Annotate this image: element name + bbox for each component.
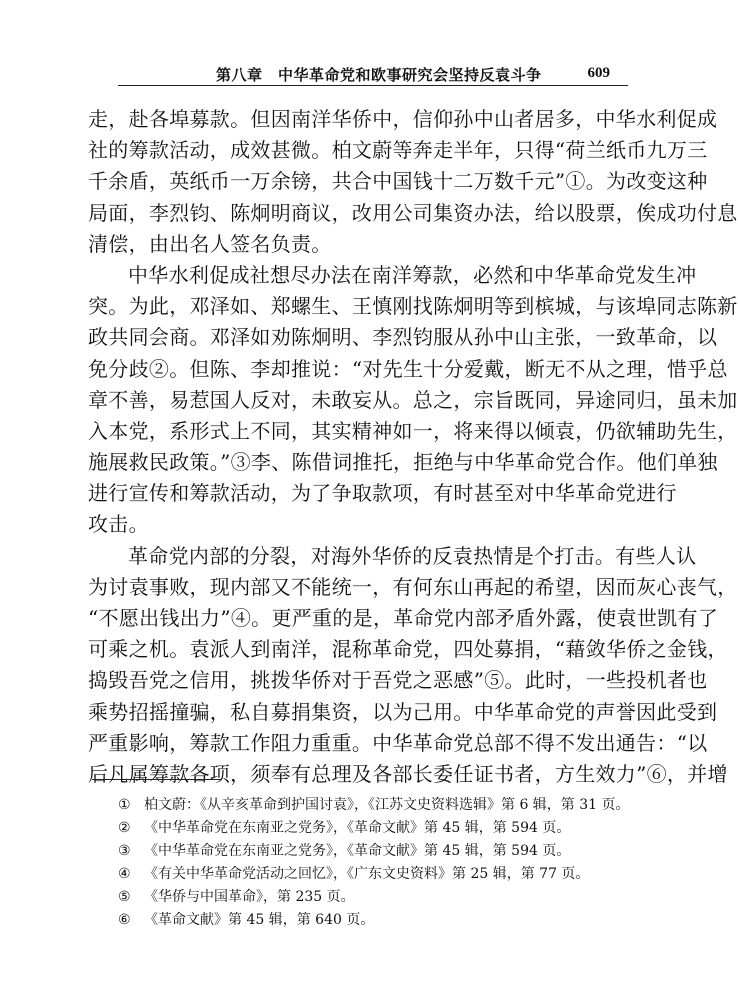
text-line: 革命党内部的分裂，对海外华侨的反袁热情是个打击。有些人认 (128, 543, 697, 568)
text-line: 后凡属筹款各项，须奉有总理及各部长委任证书者，方生效力”⑥，并增 (88, 761, 728, 786)
header-rule (118, 85, 628, 86)
paragraph-1 (88, 104, 738, 260)
text-line: 为讨袁事败，现内部又不能统一，有何东山再起的希望，因而灰心丧气， (88, 574, 738, 599)
footnote-2 (118, 817, 628, 840)
footnote-4 (118, 863, 628, 886)
text-line: “不愿出钱出力”④。更严重的是，革命党内部矛盾外露，使袁世凯有了 (88, 606, 719, 630)
text-line: 清偿，由出名人签名负责。 (88, 231, 332, 256)
footnote-6 (118, 909, 628, 932)
text-line: 千余盾，英纸币一万余镑，共合中国钱十二万数千元”①。为改变这种 (88, 169, 708, 194)
footnote-3 (118, 840, 628, 863)
footnote-rule (92, 779, 222, 780)
footnote-mark: ④ (118, 866, 131, 882)
text-line: 政共同会商。邓泽如劝陈炯明、李烈钧服从孙中山主张，一致革命，以 (88, 325, 718, 350)
text-line: 突。为此，邓泽如、郑螺生、王慎刚找陈炯明等到槟城，与该埠同志陈新 (88, 294, 738, 319)
text-line: 社的筹款活动，成效甚微。柏文蔚等奔走半年，只得“荷兰纸币九万三 (88, 138, 708, 163)
page-number: 609 (587, 65, 610, 81)
text-line: 可乘之机。袁派人到南洋，混称革命党，四处募捐，“藉敛华侨之金钱， (88, 637, 728, 662)
text-line: 走，赴各埠募款。但因南洋华侨中，信仰孙中山者居多，中华水利促成 (88, 107, 718, 131)
text-line: 乘势招摇撞骗，私自募捐集资，以为己用。中华革命党的声誉因此受到 (88, 699, 718, 724)
footnote-text: 柏文蔚：《从辛亥革命到护国讨袁》，《江苏文史资料选辑》第 6 辑，第 31 页。 (144, 797, 630, 813)
running-head (118, 60, 628, 86)
footnote-text: 《中华革命党在东南亚之党务》，《革命文献》第 45 辑，第 594 页。 (144, 843, 571, 859)
text-line: 局面，李烈钧、陈炯明商议，改用公司集资办法，给以股票，俟成功付息 (88, 200, 738, 225)
footnote-text: 《革命文献》第 45 辑，第 640 页。 (144, 912, 375, 928)
footnote-text: 《华侨与中国革命》，第 235 页。 (144, 889, 355, 905)
text-line: 施展救民政策。”③李、陈借词推托，拒绝与中华革命党合作。他们单独 (88, 450, 718, 475)
text-line: 严重影响，筹款工作阻力重重。中华革命党总部不得不发出通告：“以 (88, 730, 708, 755)
text-line: 入本党，系形式上不同，其实精神如一，将来得以倾袁，仍欲辅助先生， (88, 418, 738, 443)
text-line: 攻击。 (88, 512, 149, 537)
footnote-text: 《有关中华革命党活动之回忆》，《广东文史资料》第 25 辑，第 77 页。 (144, 866, 590, 882)
footnote-mark: ⑤ (118, 889, 131, 905)
paragraph-2 (88, 260, 738, 541)
footnote-mark: ① (118, 797, 131, 813)
chapter-title: 第八章 中华革命党和欧事研究会坚持反袁斗争 (216, 66, 542, 84)
footnote-1 (118, 794, 628, 817)
text-line: 免分歧②。但陈、李却推说：“对先生十分爱戴，断无不从之理，惜乎总 (88, 356, 728, 381)
footnote-5 (118, 886, 628, 909)
footnote-mark: ② (118, 820, 131, 836)
footnotes (118, 794, 628, 932)
text-line: 章不善，易惹国人反对，未敢妄从。总之，宗旨既同，异途同归，虽未加 (88, 387, 738, 412)
paragraph-3 (88, 541, 738, 791)
body-text (88, 104, 738, 790)
footnote-mark: ③ (118, 843, 131, 859)
text-line: 中华水利促成社想尽办法在南洋筹款，必然和中华革命党发生冲 (128, 262, 697, 287)
text-line: 进行宣传和筹款活动，为了争取款项，有时甚至对中华革命党进行 (88, 481, 677, 506)
footnote-mark: ⑥ (118, 912, 131, 928)
text-line: 捣毁吾党之信用，挑拨华侨对于吾党之恶感”⑤。此时，一些投机者也 (88, 668, 708, 693)
footnote-text: 《中华革命党在东南亚之党务》，《革命文献》第 45 辑，第 594 页。 (144, 820, 571, 836)
